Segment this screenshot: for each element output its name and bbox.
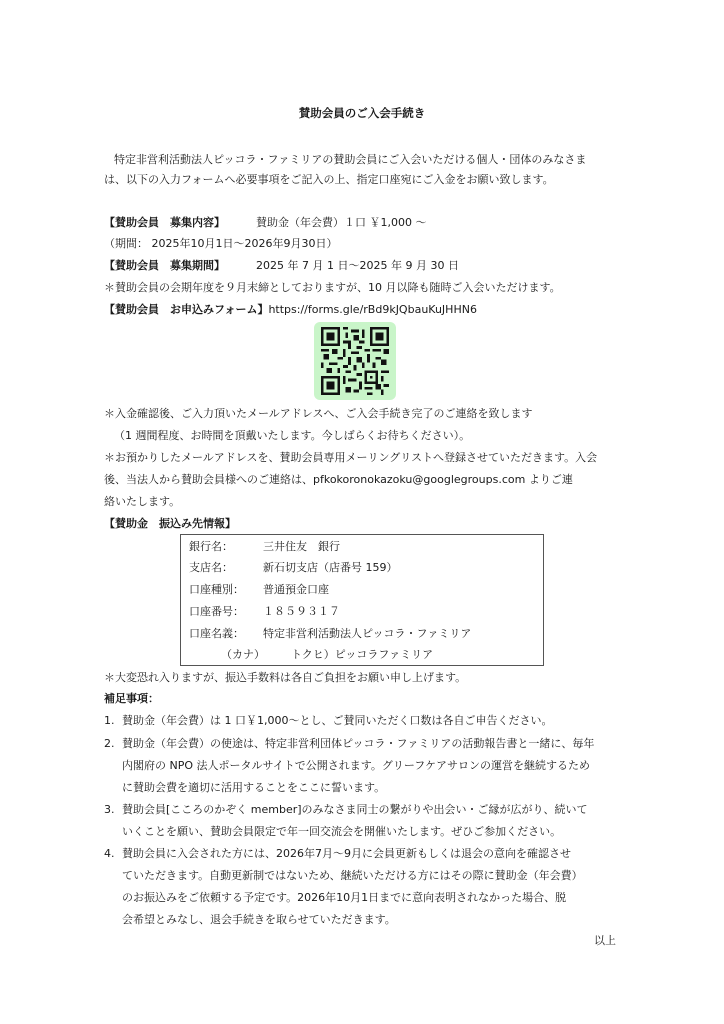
item-number: 3. [104, 803, 115, 816]
item-number: 1. [104, 714, 115, 727]
note-contact-end: 絡いたします。 [104, 495, 181, 508]
item-text: 賛助会員に入会された方には、2026年7月～9月に会員更新もしくは退会の意向を確認させ [122, 847, 571, 860]
supplement-item-2-line-3: に賛助会費を適切に活用することをここに誓います。 [122, 781, 386, 794]
recruit-label: 【賛助会員 募集内容】 [104, 216, 225, 229]
branch-label: 支店名： [189, 561, 233, 574]
recruit-period-note: （期間： 2025年10月1日～2026年9月30日） [104, 237, 338, 250]
supplement-item-4-line-3: のお振込みをご依頼する予定です。2026年10月1日までに意向表明されなかった場合、脱 [122, 891, 567, 904]
note-contact: 後、当法人から賛助会員様へのご連絡は、pfkokoronokazoku@googlegroups.com よりご連 [104, 473, 573, 486]
account-number-label: 口座番号： [189, 605, 244, 618]
kana-value: トクヒ）ピッコラファミリア [291, 648, 434, 661]
branch-value: 新石切支店（店番号 159） [263, 561, 398, 574]
form-label: 【賛助会員 お申込みフォーム】 [104, 303, 269, 316]
recruit-period [104, 258, 459, 274]
account-type-value: 普通預金口座 [263, 583, 329, 596]
item-text: 賛助会員[こころのかぞく member]のみなさま同士の繋がりや出会い・ご縁が広がり、続いて [122, 803, 588, 816]
fiscal-note: ＊賛助会員の会期年度を９月末締としておりますが、10 月以降も随時ご入会いただけます。 [104, 281, 561, 294]
supplement-item-1 [104, 713, 552, 729]
bank-row [189, 625, 471, 641]
item-number: 2. [104, 737, 115, 750]
supplement-heading: 補足事項： [104, 692, 159, 705]
note-confirmation: ＊入金確認後、ご入力頂いたメールアドレスへ、ご入会手続き完了のご連絡を致します [104, 407, 533, 420]
bank-info-box [180, 534, 544, 666]
supplement-item-4-line-2: ていただきます。自動更新制ではないため、継続いただける方にはその際に賛助金（年会費） [122, 869, 583, 882]
supplement-item-2-line-2: 内閣府の NPO 法人ポータルサイトで公開されます。グリーフケアサロンの運営を継続するため [122, 759, 590, 772]
fee-note: ＊大変恐れ入りますが、振込手数料は各自ご負担をお願い申し上げます。 [104, 671, 467, 684]
bank-name-label: 銀行名： [189, 540, 233, 553]
kana-label: （カナ） [221, 648, 265, 661]
intro-line-1: 特定非営利活動法人ピッコラ・ファミリアの賛助会員にご入会いただける個人・団体のみなさま [114, 153, 587, 166]
supplement-item-4 [104, 846, 571, 862]
recruit-period-label: 【賛助会員 募集期間】 [104, 259, 225, 272]
account-number-value: １８５９３１７ [263, 605, 340, 618]
recruit-period-value: 2025 年 7 月 1 日～2025 年 9 月 30 日 [256, 259, 459, 272]
application-form [104, 302, 477, 318]
item-text: 賛助金（年会費）の使途は、特定非営利団体ピッコラ・ファミリアの活動報告書と一緒に、毎年 [122, 737, 595, 750]
account-type-label: 口座種別： [189, 583, 244, 596]
bank-name-value: 三井住友 銀行 [263, 540, 340, 553]
supplement-item-2 [104, 736, 594, 752]
bank-row [189, 581, 329, 597]
bank-row [189, 538, 340, 554]
closing-text: 以上 [594, 934, 616, 947]
bank-row [221, 646, 433, 662]
document-title: 賛助会員のご入会手続き [298, 106, 426, 120]
bank-row [189, 559, 398, 575]
recruit-value: 賛助金（年会費）１口 ￥1,000 ～ [256, 216, 427, 229]
supplement-item-3-line-2: いくことを願い、賛助会員限定で年一回交流会を開催いたします。ぜひご参加ください。 [122, 825, 562, 838]
qr-code-icon[interactable] [321, 327, 389, 395]
note-mailing-list: ＊お預かりしたメールアドレスを、賛助会員専用メーリングリストへ登録させていただきます。入会 [104, 451, 598, 464]
account-holder-label: 口座名義： [189, 627, 244, 640]
note-waiting: （1 週間程度、お時間を頂戴いたします。今しばらくお待ちください）。 [114, 429, 471, 442]
supplement-item-4-line-4: 会希望とみなし、退会手続きを取らせていただきます。 [122, 913, 396, 926]
recruit-content [104, 215, 426, 231]
item-text: 賛助金（年会費）は 1 口￥1,000～とし、ご賛同いただく口数は各自ご申告ください。 [122, 714, 553, 727]
item-number: 4. [104, 847, 115, 860]
intro-line-2: は、以下の入力フォームへ必要事項をご記入の上、指定口座宛にご入金をお願い致します。 [104, 173, 554, 186]
account-holder-value: 特定非営利活動法人ピッコラ・ファミリア [263, 627, 472, 640]
bank-heading: 【賛助金 振込み先情報】 [104, 517, 236, 530]
supplement-item-3 [104, 802, 588, 818]
bank-row [189, 603, 340, 619]
form-url-link[interactable]: https://forms.gle/rBd9kJQbauKuJHHN6 [268, 303, 477, 316]
